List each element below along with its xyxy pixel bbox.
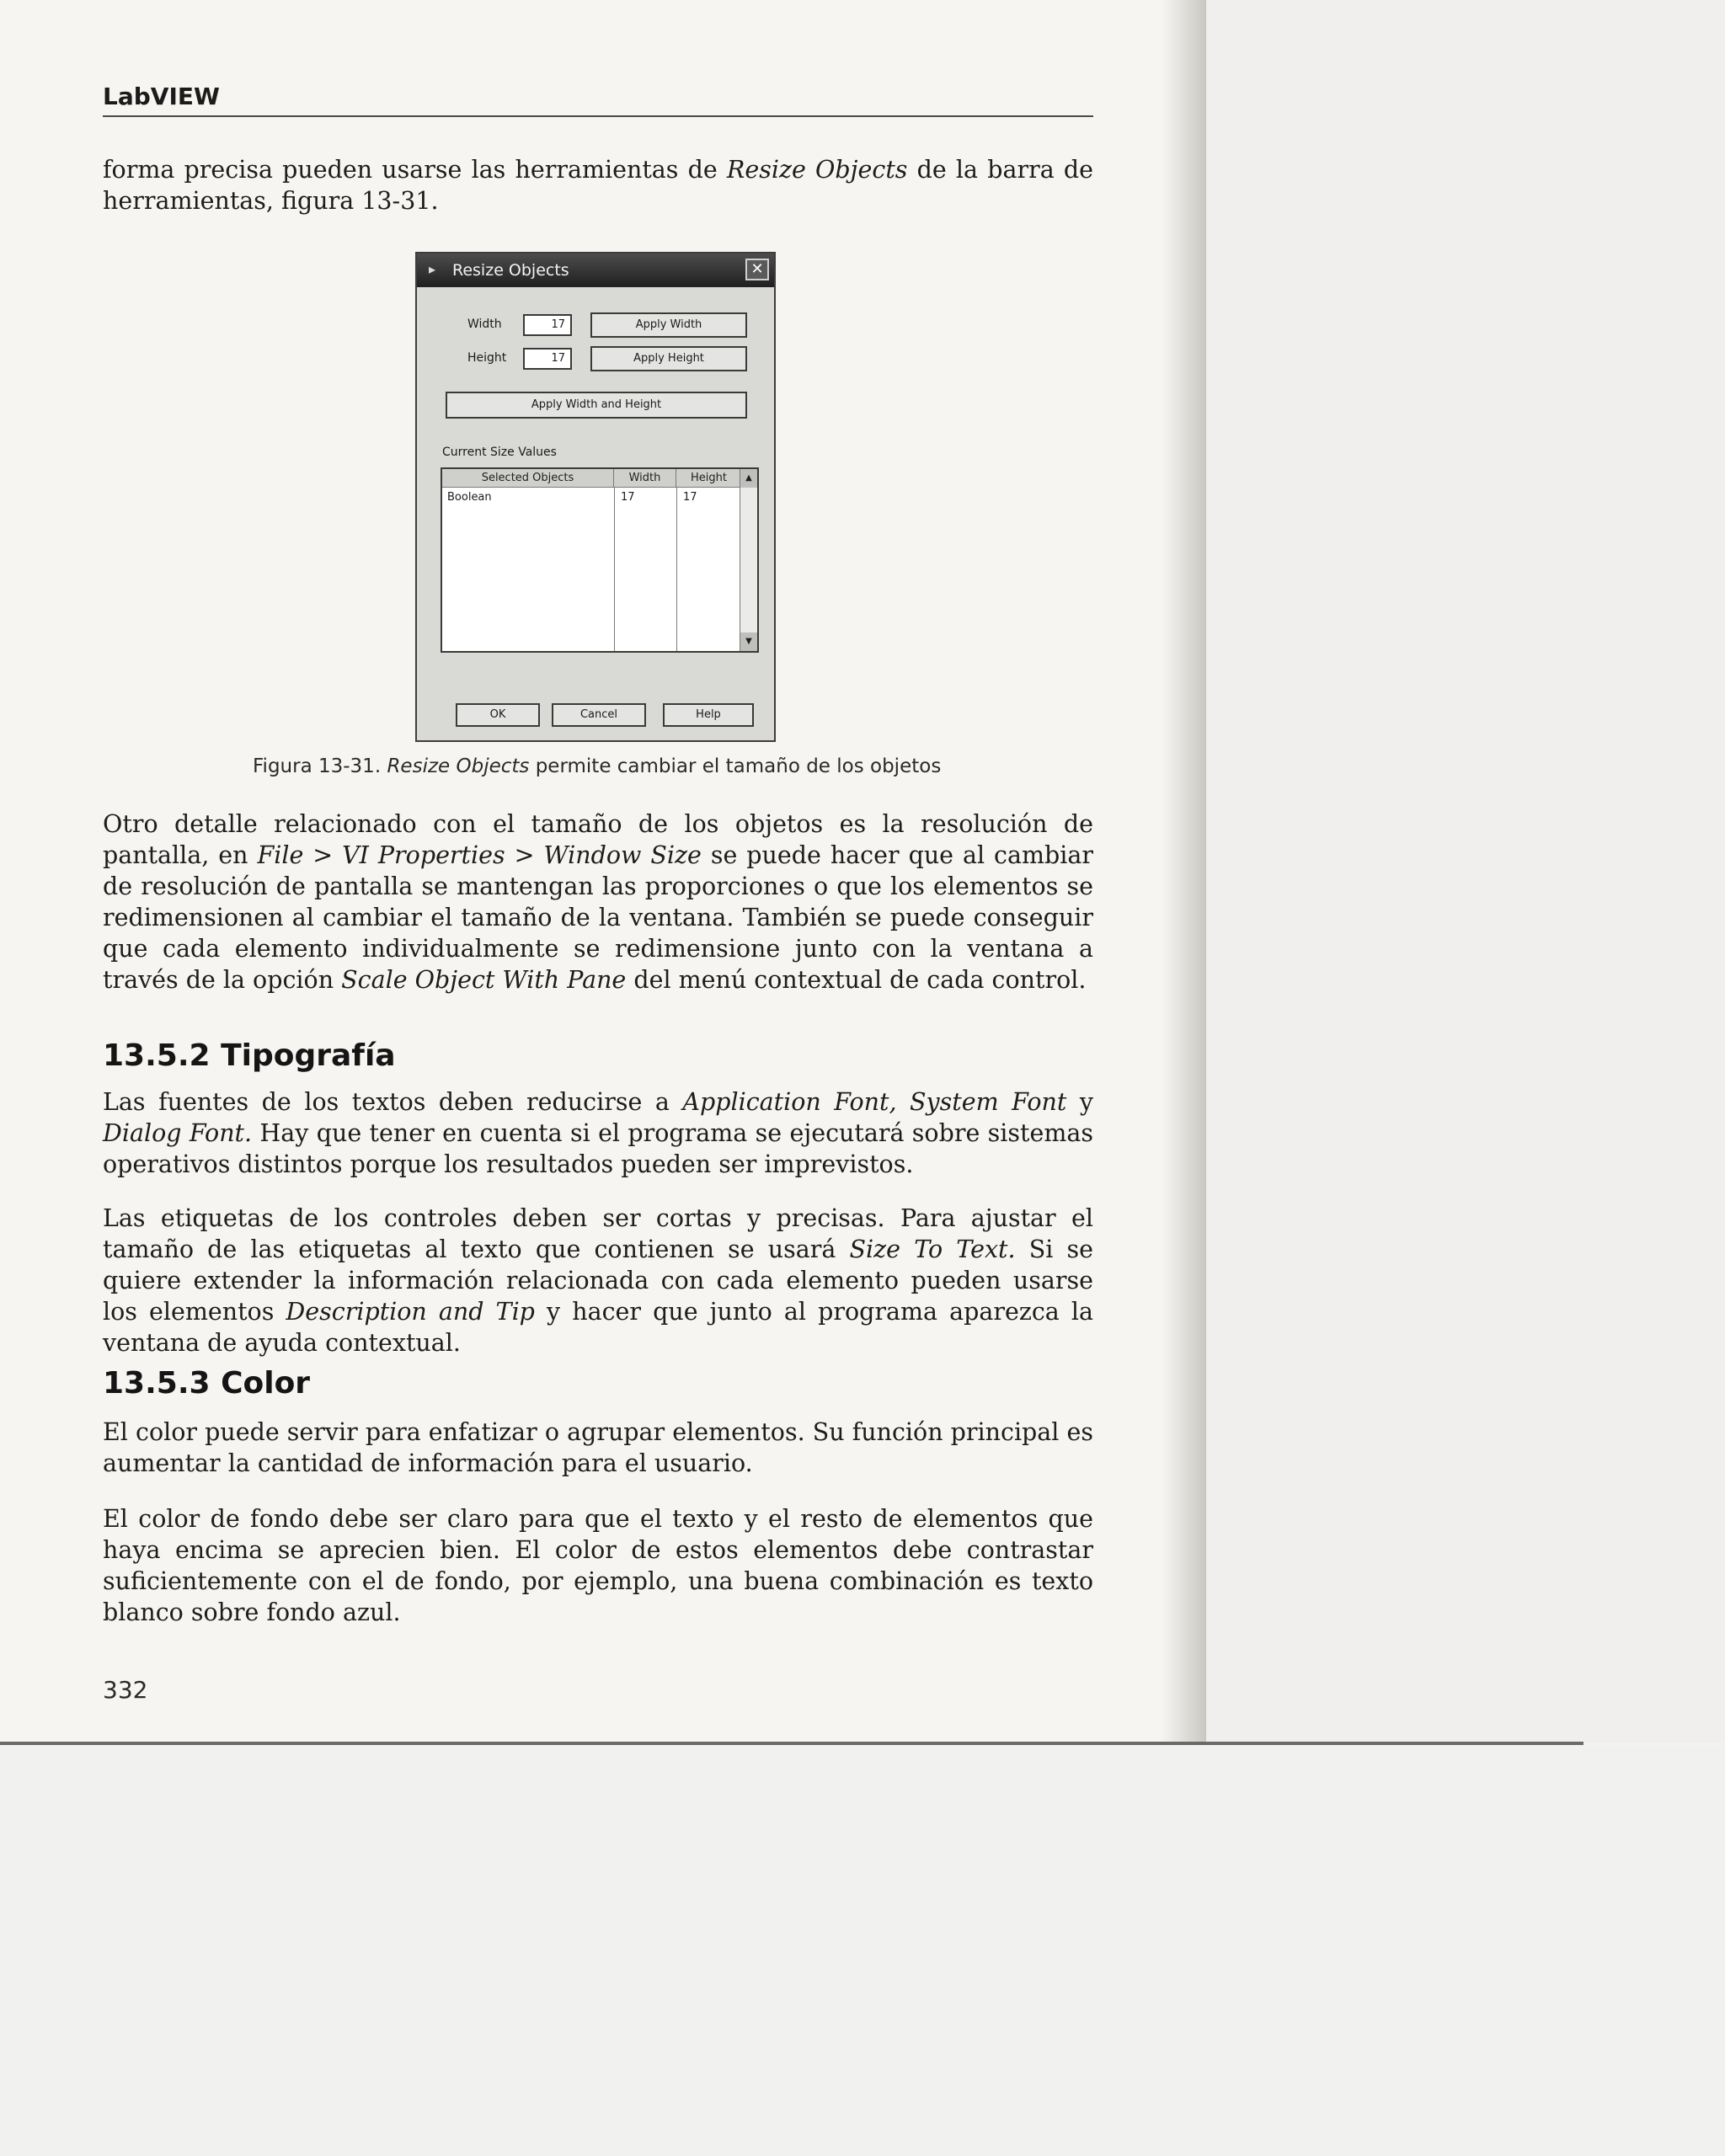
typography-italic: Application Font, System Font	[682, 1088, 1067, 1116]
scroll-up-icon[interactable]: ▲	[740, 469, 757, 488]
intro-text-end: de la barra de herramientas, figura 13-31.	[103, 156, 1093, 215]
cancel-button[interactable]: Cancel	[552, 703, 646, 727]
figure-caption	[253, 755, 941, 777]
resolution-text: Otro detalle relacionado con el tamaño de los objetos es la resolución de pantalla, en	[103, 810, 1093, 869]
caption-suffix: permite cambiar el tamaño de los objetos	[529, 755, 942, 777]
page-number: 332	[103, 1676, 148, 1704]
resolution-menu-path: File > VI Properties > Window Size	[257, 841, 702, 869]
typography-italic: Dialog Font.	[103, 1119, 253, 1147]
typography-text: Si se quiere extender la información relacionada con cada elemento pueden usarse los elementos	[103, 1235, 1094, 1326]
section-title-typography: 13.5.2 Tipografía	[103, 1038, 396, 1073]
resolution-option: Scale Object With Pane	[341, 966, 627, 994]
column-divider	[676, 488, 677, 651]
section-title-color: 13.5.3 Color	[103, 1366, 311, 1401]
typography-text: Hay que tener en cuenta si el programa se ejecutará sobre sistemas operativos distintos porque los resultados pueden ser imprevistos.	[103, 1119, 1093, 1178]
apply-height-button[interactable]: Apply Height	[590, 346, 747, 371]
resize-objects-dialog	[415, 252, 776, 742]
typography-italic: Size To Text.	[849, 1235, 1016, 1263]
header-rule	[103, 115, 1093, 117]
column-header-height[interactable]: Height	[676, 469, 742, 488]
caption-italic: Resize Objects	[387, 755, 530, 777]
intro-paragraph	[103, 154, 1093, 216]
intro-text: forma precisa pueden usarse las herramientas de	[103, 156, 727, 184]
typography-text: Las fuentes de los textos deben reducirse a	[103, 1088, 683, 1116]
typography-text: y	[1066, 1088, 1093, 1116]
ok-button[interactable]: OK	[456, 703, 540, 727]
resolution-text: del menú contextual de cada control.	[626, 966, 1087, 994]
table-cell-width: 17	[621, 491, 635, 504]
table-scrollbar[interactable]	[740, 469, 757, 651]
column-header-width[interactable]: Width	[614, 469, 676, 488]
scanner-background	[1206, 0, 1725, 1743]
column-header-selected-objects[interactable]: Selected Objects	[442, 469, 614, 488]
width-label: Width	[467, 318, 502, 331]
typography-text: Las etiquetas de los controles deben ser cortas y precisas. Para ajustar el tamaño de las etiquetas al texto que contienen se usará	[103, 1204, 1093, 1263]
typography-paragraph-1	[103, 1086, 1093, 1180]
size-values-table[interactable]	[441, 467, 759, 653]
dialog-titlebar	[417, 253, 774, 287]
typography-text: y hacer que junto al programa aparezca la ventana de ayuda contextual.	[103, 1298, 1093, 1357]
table-cell-height: 17	[683, 491, 697, 504]
column-divider	[614, 488, 615, 651]
close-icon[interactable]: ✕	[745, 259, 769, 280]
scanner-background-bottom	[0, 1745, 1725, 2156]
height-label: Height	[467, 351, 507, 365]
app-icon: ▸	[429, 261, 436, 277]
color-paragraph-1: El color puede servir para enfatizar o agrupar elementos. Su función principal es aumentar la cantidad de información para el usuario.	[103, 1418, 1093, 1477]
running-head: LabVIEW	[103, 83, 220, 110]
width-field[interactable]: 17	[523, 314, 572, 336]
caption-prefix: Figura 13-31.	[253, 755, 387, 777]
current-size-values-label: Current Size Values	[442, 446, 557, 459]
scroll-down-icon[interactable]: ▼	[740, 632, 757, 651]
height-field[interactable]: 17	[523, 348, 572, 370]
typography-paragraph-2	[103, 1203, 1093, 1358]
apply-width-button[interactable]: Apply Width	[590, 312, 747, 338]
intro-italic: Resize Objects	[726, 156, 908, 184]
color-paragraph-2: El color de fondo debe ser claro para que el texto y el resto de elementos que haya encima se aprecien bien. El color de estos elementos debe contrastar suficientemente con el de fondo, por ejemplo, una buena combinación es texto blanco sobre fondo azul.	[103, 1505, 1093, 1626]
help-button[interactable]: Help	[663, 703, 754, 727]
resolution-paragraph	[103, 808, 1093, 995]
table-cell-object: Boolean	[447, 491, 492, 504]
typography-italic: Description and Tip	[286, 1298, 535, 1326]
dialog-title: Resize Objects	[452, 261, 569, 280]
apply-width-height-button[interactable]: Apply Width and Height	[446, 392, 747, 419]
resolution-text: se puede hacer que al cambiar de resolución de pantalla se mantengan las proporciones o que los elementos se redimensionen al cambiar el tamaño de la ventana. También se puede conseguir que cada elemento individualmente se redimensione junto con la ventana a través de la opción	[103, 841, 1093, 994]
